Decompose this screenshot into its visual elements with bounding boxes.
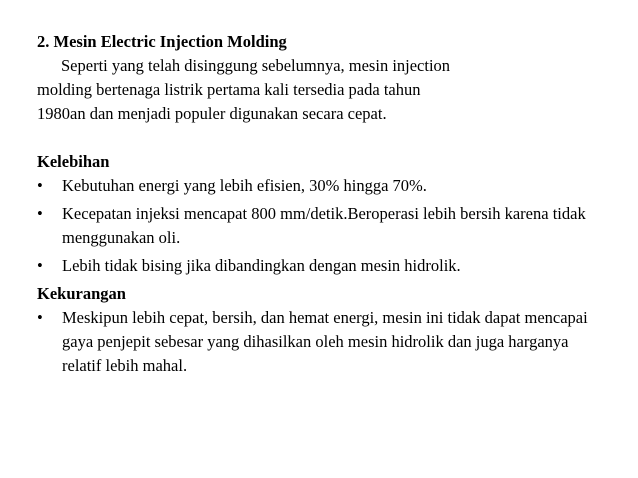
list-item: [37, 202, 607, 250]
disadvantage-text: Meskipun lebih cepat, bersih, dan hemat energi, mesin ini tidak dapat mencapai gaya penjepit sebesar yang dihasilkan oleh mesin hidrolik dan juga harganya relatif lebih mahal.: [62, 308, 588, 375]
spacer: [37, 126, 607, 150]
list-item: [37, 174, 607, 198]
advantage-text: Lebih tidak bising jika dibandingkan dengan mesin hidrolik.: [62, 256, 461, 275]
bullet-icon: •: [37, 256, 43, 275]
disadvantages-heading: Kekurangan: [37, 284, 126, 303]
bullet-icon: •: [37, 204, 43, 223]
disadvantages-list: [37, 306, 607, 378]
bullet-icon: •: [37, 176, 43, 195]
list-item: [37, 306, 607, 378]
advantage-text: Kebutuhan energi yang lebih efisien, 30% hingga 70%.: [62, 176, 427, 195]
intro-paragraph: [37, 54, 607, 126]
intro-line: Seperti yang telah disinggung sebelumnya, mesin injection: [61, 56, 451, 75]
intro-line: 1980an dan menjadi populer digunakan secara cepat.: [37, 104, 387, 123]
list-item: [37, 254, 607, 278]
advantage-text: Kecepatan injeksi mencapat 800 mm/detik.Beroperasi lebih bersih karena tidak menggunakan oli.: [62, 204, 586, 247]
section-title: 2. Mesin Electric Injection Molding: [37, 32, 287, 51]
intro-line: molding bertenaga listrik pertama kali tersedia pada tahun: [37, 80, 421, 99]
bullet-icon: •: [37, 308, 43, 327]
slide-content: [37, 30, 607, 382]
advantages-list: [37, 174, 607, 278]
advantages-heading: Kelebihan: [37, 152, 110, 171]
